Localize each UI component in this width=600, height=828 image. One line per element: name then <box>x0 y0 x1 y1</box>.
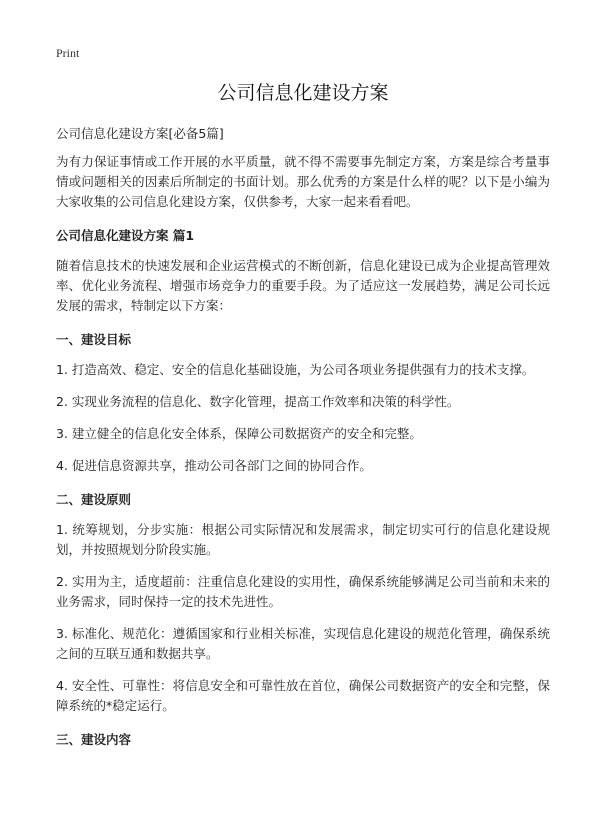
section-title-principles: 二、建设原则 <box>56 492 132 507</box>
list-item: 2. 实用为主，适度超前：注重信息化建设的实用性，确保系统能够满足公司当前和未来的业务需求，同时保持一定的技术先进性。 <box>56 574 550 609</box>
section-title-goals: 一、建设目标 <box>56 332 132 347</box>
document-body <box>56 80 550 760</box>
list-item: 3. 建立健全的信息化安全体系，保障公司数据资产的安全和完整。 <box>56 426 422 441</box>
list-item: 4. 促进信息资源共享，推动公司各部门之间的协同合作。 <box>56 458 372 473</box>
list-item: 3. 标准化、规范化：遵循国家和行业相关标准，实现信息化建设的规范化管理，确保系统之间的互联互通和数据共享。 <box>56 626 550 661</box>
list-item: 1. 统筹规划，分步实施：根据公司实际情况和发展需求，制定切实可行的信息化建设规划，并按照规划分阶段实施。 <box>56 522 550 557</box>
part-intro-paragraph: 随着信息技术的快速发展和企业运营模式的不断创新，信息化建设已成为企业提高管理效率、优化业务流程、增强市场竞争力的重要手段。为了适应这一发展趋势，满足公司长远发展的需求，特制定以下方案： <box>56 258 550 313</box>
section-title-content: 三、建设内容 <box>56 732 132 747</box>
intro-paragraph: 为有力保证事情或工作开展的水平质量，就不得不需要事先制定方案，方案是综合考量事情或问题相关的因素后所制定的书面计划。那么优秀的方案是什么样的呢？以下是小编为大家收集的公司信息化建设方案，仅供参考，大家一起来看看吧。 <box>56 154 550 209</box>
print-link[interactable]: Print <box>56 46 80 60</box>
part-title: 公司信息化建设方案 篇1 <box>56 228 195 243</box>
document-subtitle: 公司信息化建设方案[必备5篇] <box>56 126 224 141</box>
list-item: 4. 安全性、可靠性：将信息安全和可靠性放在首位，确保公司数据资产的安全和完整，保障系统的*稳定运行。 <box>56 678 550 713</box>
list-item: 2. 实现业务流程的信息化、数字化管理，提高工作效率和决策的科学性。 <box>56 394 460 409</box>
list-item: 1. 打造高效、稳定、安全的信息化基础设施，为公司各项业务提供强有力的技术支撑。 <box>56 362 535 377</box>
page-title: 公司信息化建设方案 <box>217 82 389 104</box>
